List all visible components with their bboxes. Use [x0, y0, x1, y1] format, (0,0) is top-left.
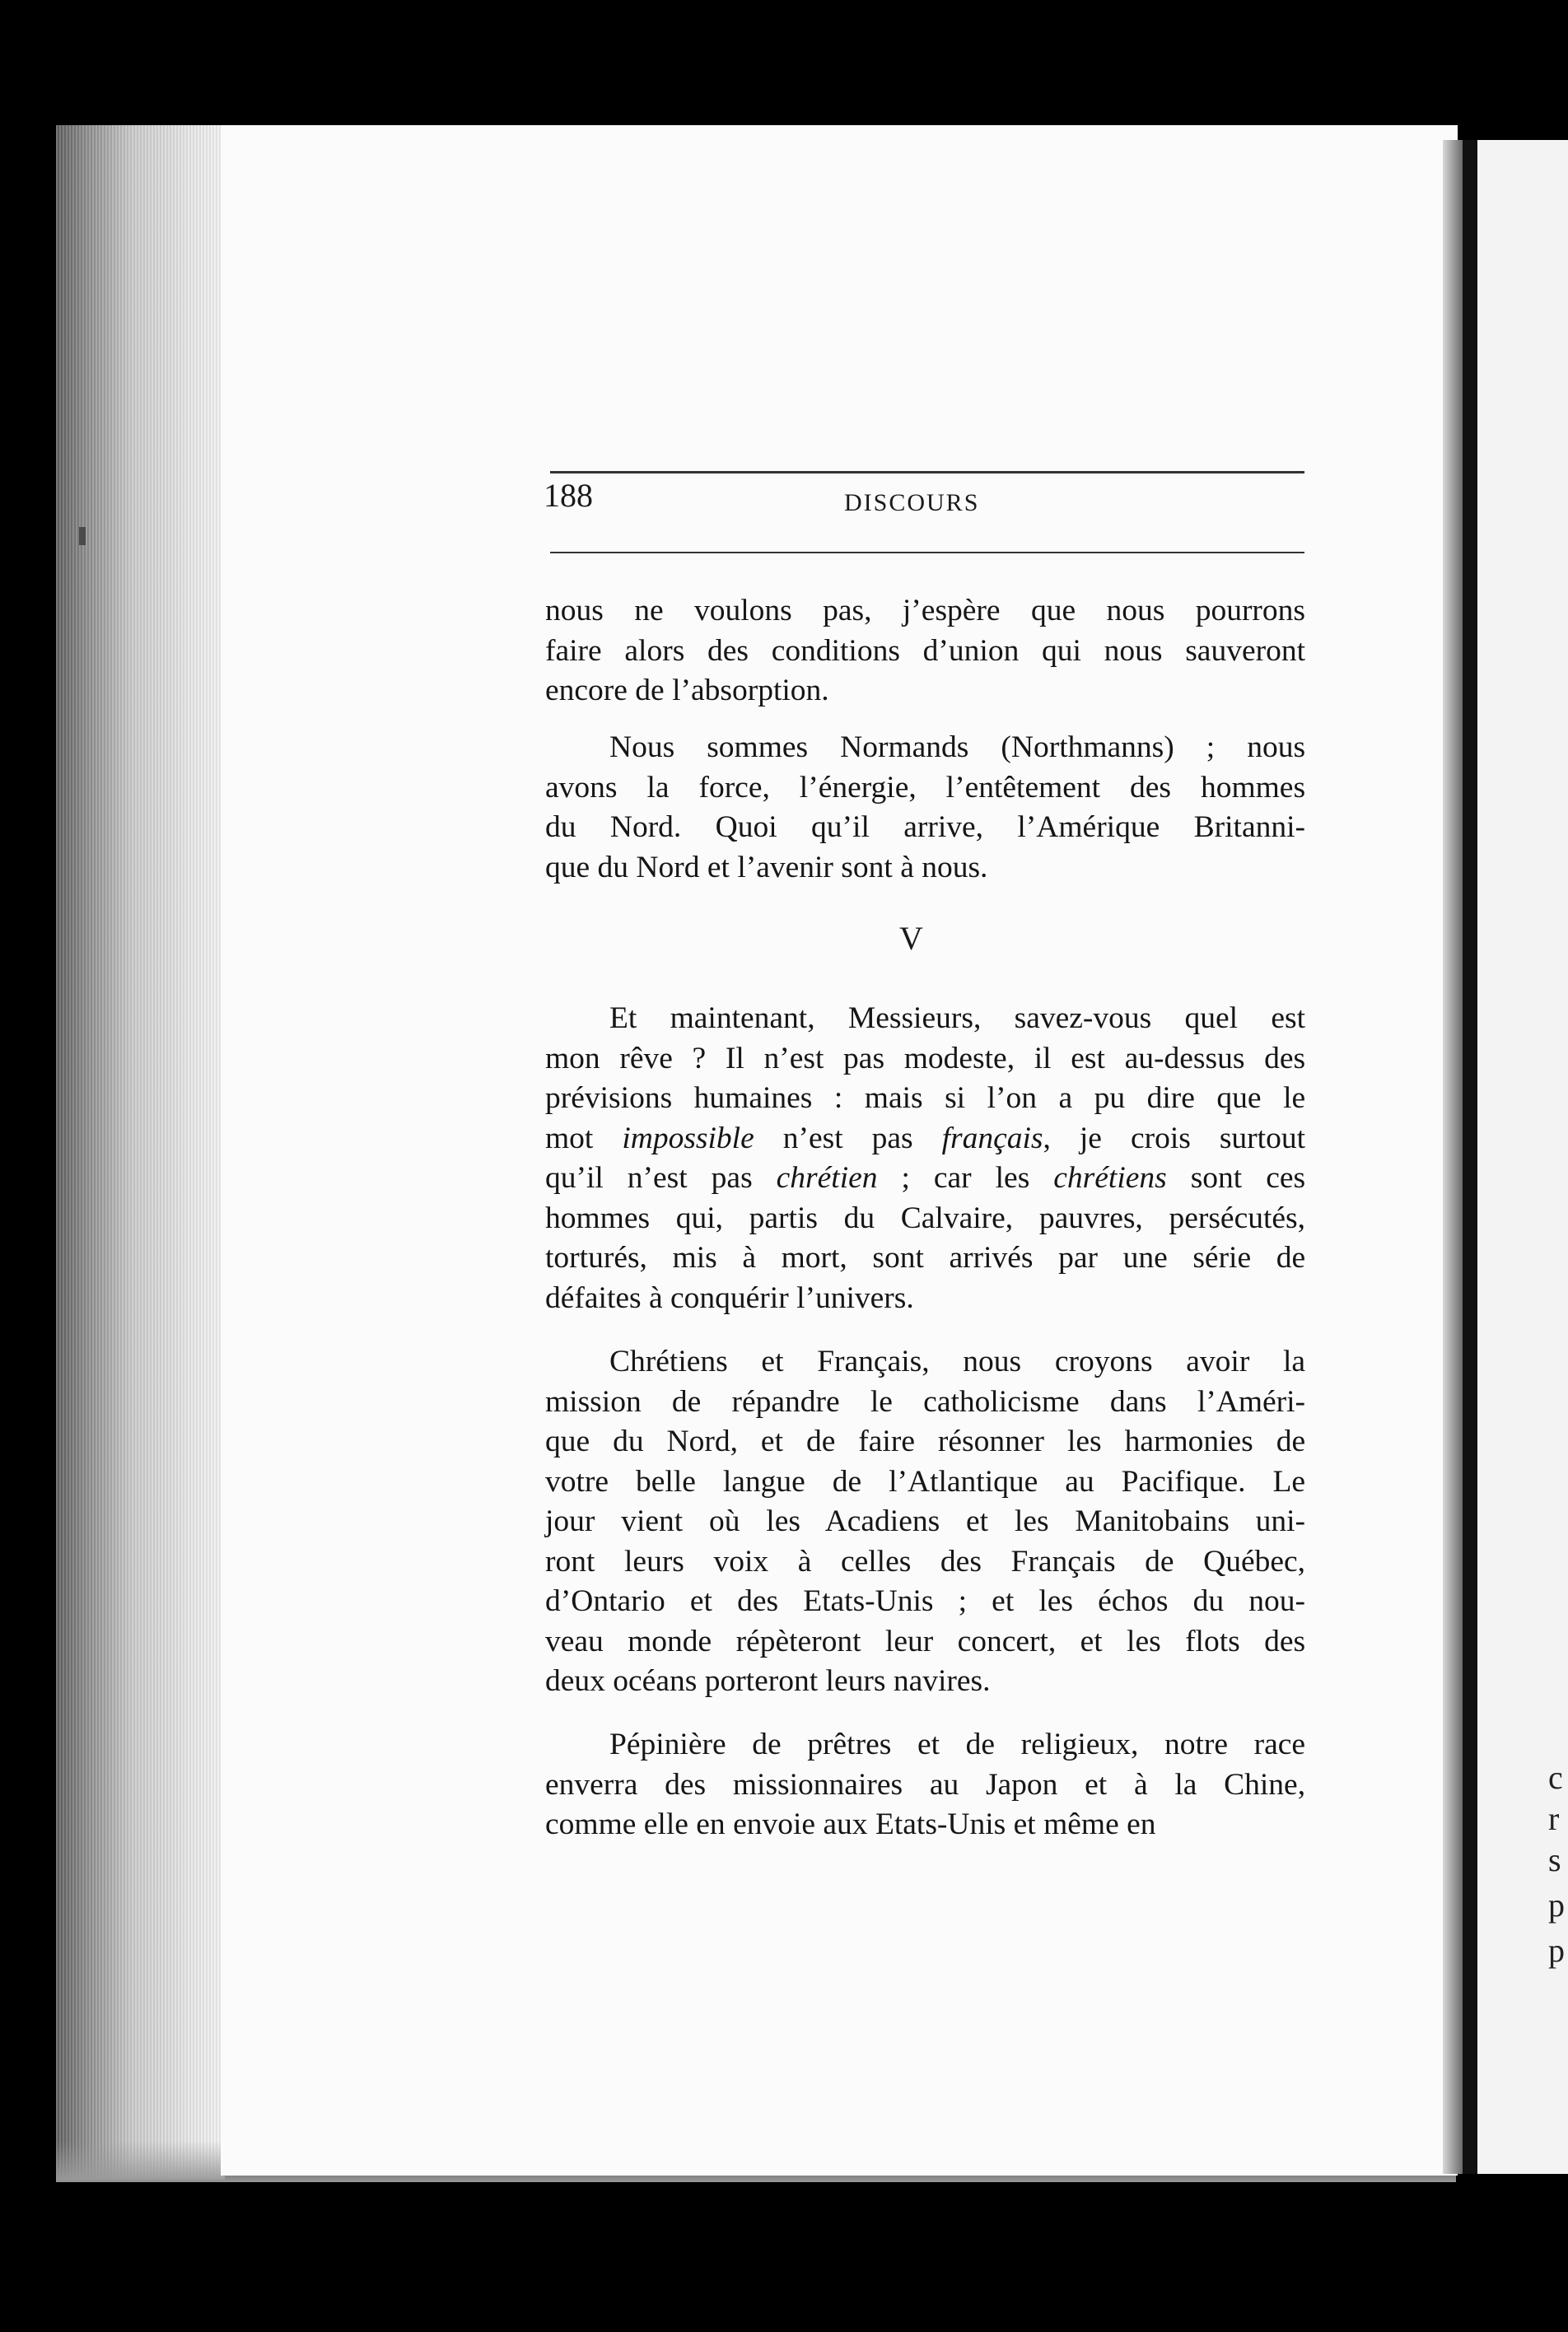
text-line: du Nord. Quoi qu’il arrive, l’Amérique Britanni-	[545, 810, 1305, 844]
section-heading: V	[899, 920, 923, 957]
fragment-letter: p	[1548, 1887, 1565, 1924]
text-line: Pépinière de prêtres et de religieux, notre race	[609, 1728, 1306, 1761]
text-line: deux océans porteront leurs navires.	[545, 1664, 991, 1698]
paragraph-4	[545, 1342, 1305, 1702]
paragraph-3	[545, 999, 1305, 1318]
text-line: mission de répandre le catholicisme dans l’Améri-	[545, 1384, 1306, 1419]
text-line: mot impossible n’est pas français, je crois surtout	[545, 1121, 1306, 1155]
fragment-letter: p	[1548, 1932, 1565, 1969]
fragment-letter: r	[1548, 1800, 1560, 1837]
text-line: avons la force, l’énergie, l’entêtement des hommes	[545, 770, 1306, 805]
text-line: enverra des missionnaires au Japon et à la Chine,	[545, 1767, 1306, 1802]
text-line: comme elle en envoie aux Etats-Unis et même en	[545, 1807, 1156, 1841]
fragment-letter: s	[1548, 1841, 1561, 1878]
running-title: DISCOURS	[844, 489, 980, 516]
text-line: jour vient où les Acadiens et les Manitobains uni-	[545, 1504, 1306, 1538]
text-line: hommes qui, partis du Calvaire, pauvres, persécutés,	[545, 1201, 1305, 1235]
text-line: Nous sommes Normands (Northmanns) ; nous	[609, 730, 1306, 764]
page-number: 188	[544, 477, 593, 514]
text-line: encore de l’absorption.	[545, 674, 829, 707]
header-top-rule	[550, 471, 1304, 473]
paragraph-2	[545, 728, 1305, 888]
book-spine	[1443, 140, 1463, 2174]
text-line: que du Nord, et de faire résonner les harmonies de	[545, 1425, 1306, 1458]
text-line: mon rêve ? Il n’est pas modeste, il est au-dessus des	[545, 1041, 1306, 1075]
text-line: prévisions humaines : mais si l’on a pu dire que le	[545, 1081, 1306, 1115]
text-line: faire alors des conditions d’union qui nous sauveront	[545, 633, 1305, 668]
edge-mark	[79, 527, 86, 545]
text-line: défaites à conquérir l’univers.	[545, 1280, 914, 1315]
text-line: ront leurs voix à celles des Français de Québec,	[545, 1544, 1305, 1579]
fragment-letter: c	[1548, 1759, 1563, 1796]
text-line: votre belle langue de l’Atlantique au Pacifique. Le	[545, 1464, 1306, 1499]
text-line: Chrétiens et Français, nous croyons avoir la	[609, 1345, 1306, 1378]
paragraph-1	[545, 591, 1305, 711]
text-line: d’Ontario et des Etats-Unis ; et les échos du nou-	[545, 1584, 1305, 1618]
text-line: Et maintenant, Messieurs, savez-vous quel est	[609, 1001, 1306, 1035]
text-line: que du Nord et l’avenir sont à nous.	[545, 850, 988, 884]
page-gap	[1463, 140, 1477, 2174]
header-bottom-rule	[550, 552, 1304, 553]
text-line: torturés, mis à mort, sont arrivés par une série de	[545, 1241, 1306, 1275]
text-line: veau monde répèteront leur concert, et les flots des	[545, 1624, 1306, 1658]
text-line: nous ne voulons pas, j’espère que nous pourrons	[545, 594, 1306, 627]
paragraph-5	[545, 1725, 1305, 1845]
text-line: qu’il n’est pas chrétien ; car les chrétiens sont ces	[545, 1161, 1306, 1195]
book-page-edges	[56, 125, 225, 2180]
